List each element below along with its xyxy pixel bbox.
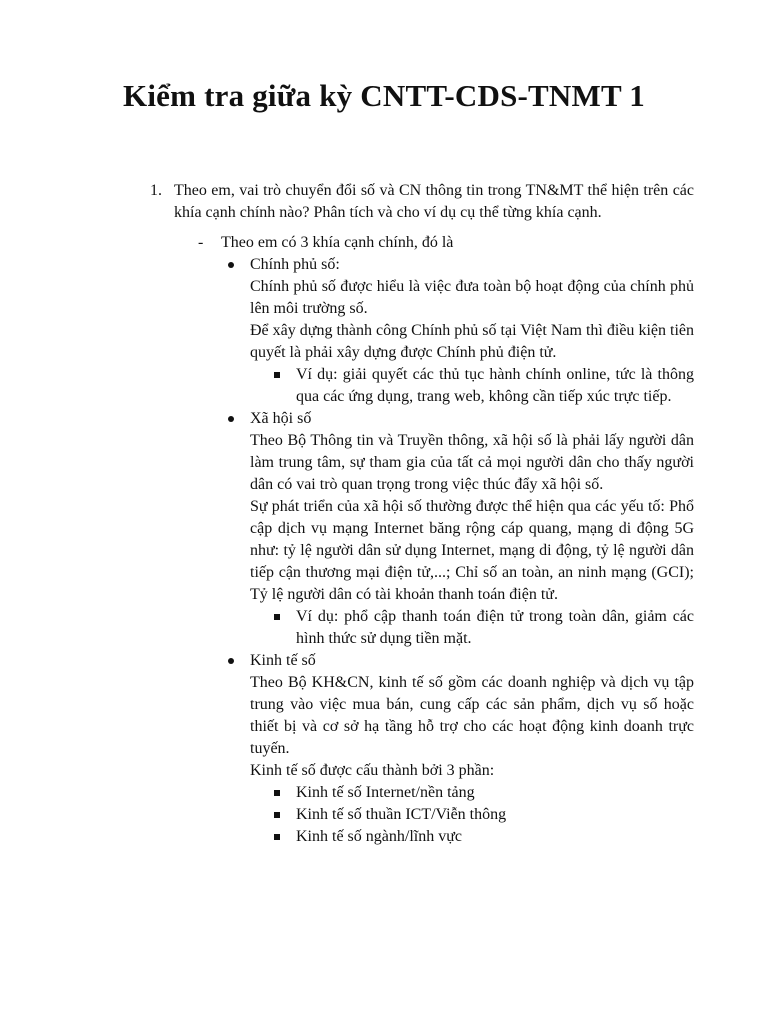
aspect-heading: Xã hội số (250, 410, 312, 427)
example-item (150, 364, 694, 408)
question-block (150, 180, 694, 848)
example-text: Ví dụ: giải quyết các thủ tục hành chính online, tức là thông qua các ứng dụng, trang web, không cần tiếp xúc trực tiếp. (296, 366, 694, 405)
question-number: 1. (150, 182, 162, 199)
bullet-icon (228, 416, 234, 422)
aspect-item-digital-society (150, 408, 694, 606)
economy-part-text: Kinh tế số Internet/nền tảng (296, 784, 475, 801)
answer-intro: Theo em có 3 khía cạnh chính, đó là (221, 234, 454, 251)
square-bullet-icon (274, 834, 280, 840)
aspect-heading: Chính phủ số: (250, 256, 340, 273)
bullet-icon (228, 262, 234, 268)
aspect-paragraph: Theo Bộ Thông tin và Truyền thông, xã hội số là phải lấy người dân làm trung tâm, sự tham gia của tất cả mọi người dân cho thấy người dân có vai trò quan trọng trong việc thúc đẩy xã hội số. (250, 432, 694, 493)
example-item (150, 606, 694, 650)
document-title: Kiểm tra giữa kỳ CNTT-CDS-TNMT 1 (123, 78, 645, 113)
aspect-list (150, 254, 694, 848)
economy-part-item (150, 826, 694, 848)
aspect-paragraph: Để xây dựng thành công Chính phủ số tại Việt Nam thì điều kiện tiên quyết là phải xây dựng được Chính phủ điện tử. (250, 322, 694, 361)
economy-part-item (150, 804, 694, 826)
aspect-paragraph: Kinh tế số được cấu thành bởi 3 phần: (250, 762, 495, 779)
square-bullet-icon (274, 790, 280, 796)
bullet-icon (228, 658, 234, 664)
answer-intro-item (150, 232, 694, 254)
dash-marker: - (198, 234, 204, 251)
question-text: Theo em, vai trò chuyển đổi số và CN thông tin trong TN&MT thể hiện trên các khía cạnh chính nào? Phân tích và cho ví dụ cụ thể từng khía cạnh. (174, 182, 694, 221)
aspect-item-digital-government (150, 254, 694, 364)
economy-part-text: Kinh tế số ngành/lĩnh vực (296, 828, 462, 845)
economy-part-text: Kinh tế số thuần ICT/Viễn thông (296, 806, 507, 823)
square-bullet-icon (274, 614, 280, 620)
square-bullet-icon (274, 812, 280, 818)
square-bullet-icon (274, 372, 280, 378)
aspect-item-digital-economy (150, 650, 694, 782)
aspect-paragraph: Chính phủ số được hiểu là việc đưa toàn bộ hoạt động của chính phủ lên môi trường số. (250, 278, 694, 317)
aspect-paragraph: Sự phát triển của xã hội số thường được thể hiện qua các yếu tố: Phổ cập dịch vụ mạng Internet băng rộng cáp quang, mạng di động 5G như: tỷ lệ người dân sử dụng Internet, mạng di động, tỷ lệ người dân tiếp cận thương mại điện tử,...; Chỉ số an toàn, an ninh mạng (GCI); Tỷ lệ người dân có tài khoản thanh toán điện tử. (250, 498, 694, 603)
example-text: Ví dụ: phổ cập thanh toán điện tử trong toàn dân, giảm các hình thức sử dụng tiền mặt. (296, 608, 694, 647)
aspect-paragraph: Theo Bộ KH&CN, kinh tế số gồm các doanh nghiệp và dịch vụ tập trung vào việc mua bán, cung cấp các sản phẩm, dịch vụ số hoặc thiết bị và cơ sở hạ tầng hỗ trợ cho các hoạt động kinh doanh trực tuyến. (250, 674, 694, 757)
economy-part-item (150, 782, 694, 804)
aspect-heading: Kinh tế số (250, 652, 316, 669)
